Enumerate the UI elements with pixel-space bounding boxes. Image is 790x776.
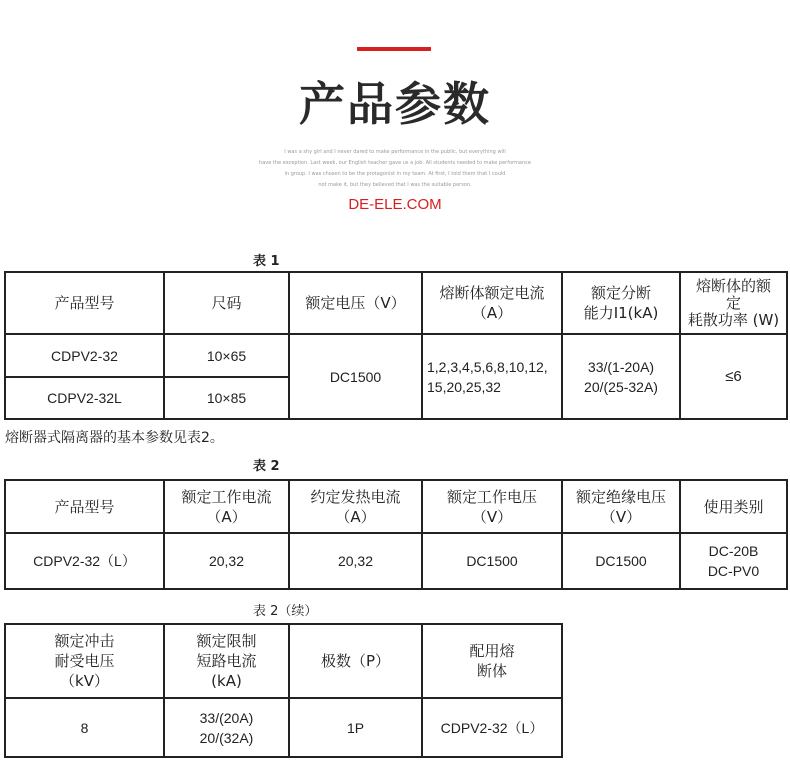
watermark-line: in group. I was chosen to be the protagonist in my team. At first, I told them that I could: [284, 171, 506, 177]
watermark-line: have the exception. Last week, our English teacher gave us a job. All students needed to make performance: [259, 160, 531, 166]
table2-caption: 表 2: [253, 459, 280, 474]
table1-cell-current: 1,2,3,4,5,6,8,10,12, 15,20,25,32: [422, 334, 562, 419]
watermark-line: not make it, but they believed that I was the suitable person.: [318, 182, 472, 188]
table1-cell-model: CDPV2-32: [5, 334, 164, 377]
table1: [4, 271, 788, 420]
table3-cell-limited-current: 33/(20A) 20/(32A): [164, 698, 289, 757]
table2-cell-model: CDPV2-32（L）: [5, 533, 164, 589]
table1-caption: 表 1: [253, 254, 280, 269]
table2-continued: [4, 623, 563, 758]
table3-caption: 表 2（续）: [253, 604, 318, 619]
table2-cell-rated-voltage: DC1500: [422, 533, 562, 589]
table1-header-voltage: 额定电压（V）: [289, 272, 422, 334]
table3-header-limited-current: 额定限制 短路电流 (kA): [164, 624, 289, 698]
table1-cell-size: 10×85: [164, 377, 289, 419]
table1-header-current: 熔断体额定电流 （A）: [422, 272, 562, 334]
table2-cell-insulation-voltage: DC1500: [562, 533, 680, 589]
table2-header-category: 使用类别: [680, 480, 787, 533]
table3-cell-fuse: CDPV2-32（L）: [422, 698, 562, 757]
table1-cell-model: CDPV2-32L: [5, 377, 164, 419]
table1-header-size: 尺码: [164, 272, 289, 334]
table1-cell-voltage: DC1500: [289, 334, 422, 419]
watermark-line: I was a shy girl and I never dared to make performance in the public, but everything will: [284, 149, 506, 155]
title-accent-bar: [357, 47, 431, 51]
table2-header-thermal-current: 约定发热电流 （A）: [289, 480, 422, 533]
table3-header-fuse: 配用熔 断体: [422, 624, 562, 698]
table2: [4, 479, 788, 590]
page-title: 产品参数: [299, 77, 491, 131]
table2-header-model: 产品型号: [5, 480, 164, 533]
table2-cell-thermal-current: 20,32: [289, 533, 422, 589]
table2-cell-category: DC-20B DC-PV0: [680, 533, 787, 589]
table3-header-poles: 极数（P）: [289, 624, 422, 698]
table-row: [5, 533, 787, 589]
table3-cell-impulse-voltage: 8: [5, 698, 164, 757]
site-url: DE-ELE.COM: [348, 196, 442, 213]
table1-cell-breaking: 33/(1-20A) 20/(25-32A): [562, 334, 680, 419]
table1-header-model: 产品型号: [5, 272, 164, 334]
table2-header-insulation-voltage: 额定绝缘电压 （V）: [562, 480, 680, 533]
table3-header-impulse-voltage: 额定冲击 耐受电压 （kV）: [5, 624, 164, 698]
table1-cell-size: 10×65: [164, 334, 289, 377]
table1-cell-power: ≤6: [680, 334, 787, 419]
table2-intro-note: 熔断器式隔离器的基本参数见表2。: [5, 430, 224, 446]
table2-cell-rated-current: 20,32: [164, 533, 289, 589]
table-row: [5, 334, 787, 377]
table1-header-power: 熔断体的额 定 耗散功率 (W): [680, 272, 787, 334]
table2-header-rated-voltage: 额定工作电压 （V）: [422, 480, 562, 533]
table1-header-breaking: 额定分断 能力I1(kA): [562, 272, 680, 334]
decorative-watermark-text: [195, 147, 595, 191]
table-row: [5, 698, 562, 757]
table3-cell-poles: 1P: [289, 698, 422, 757]
table2-header-rated-current: 额定工作电流 （A）: [164, 480, 289, 533]
